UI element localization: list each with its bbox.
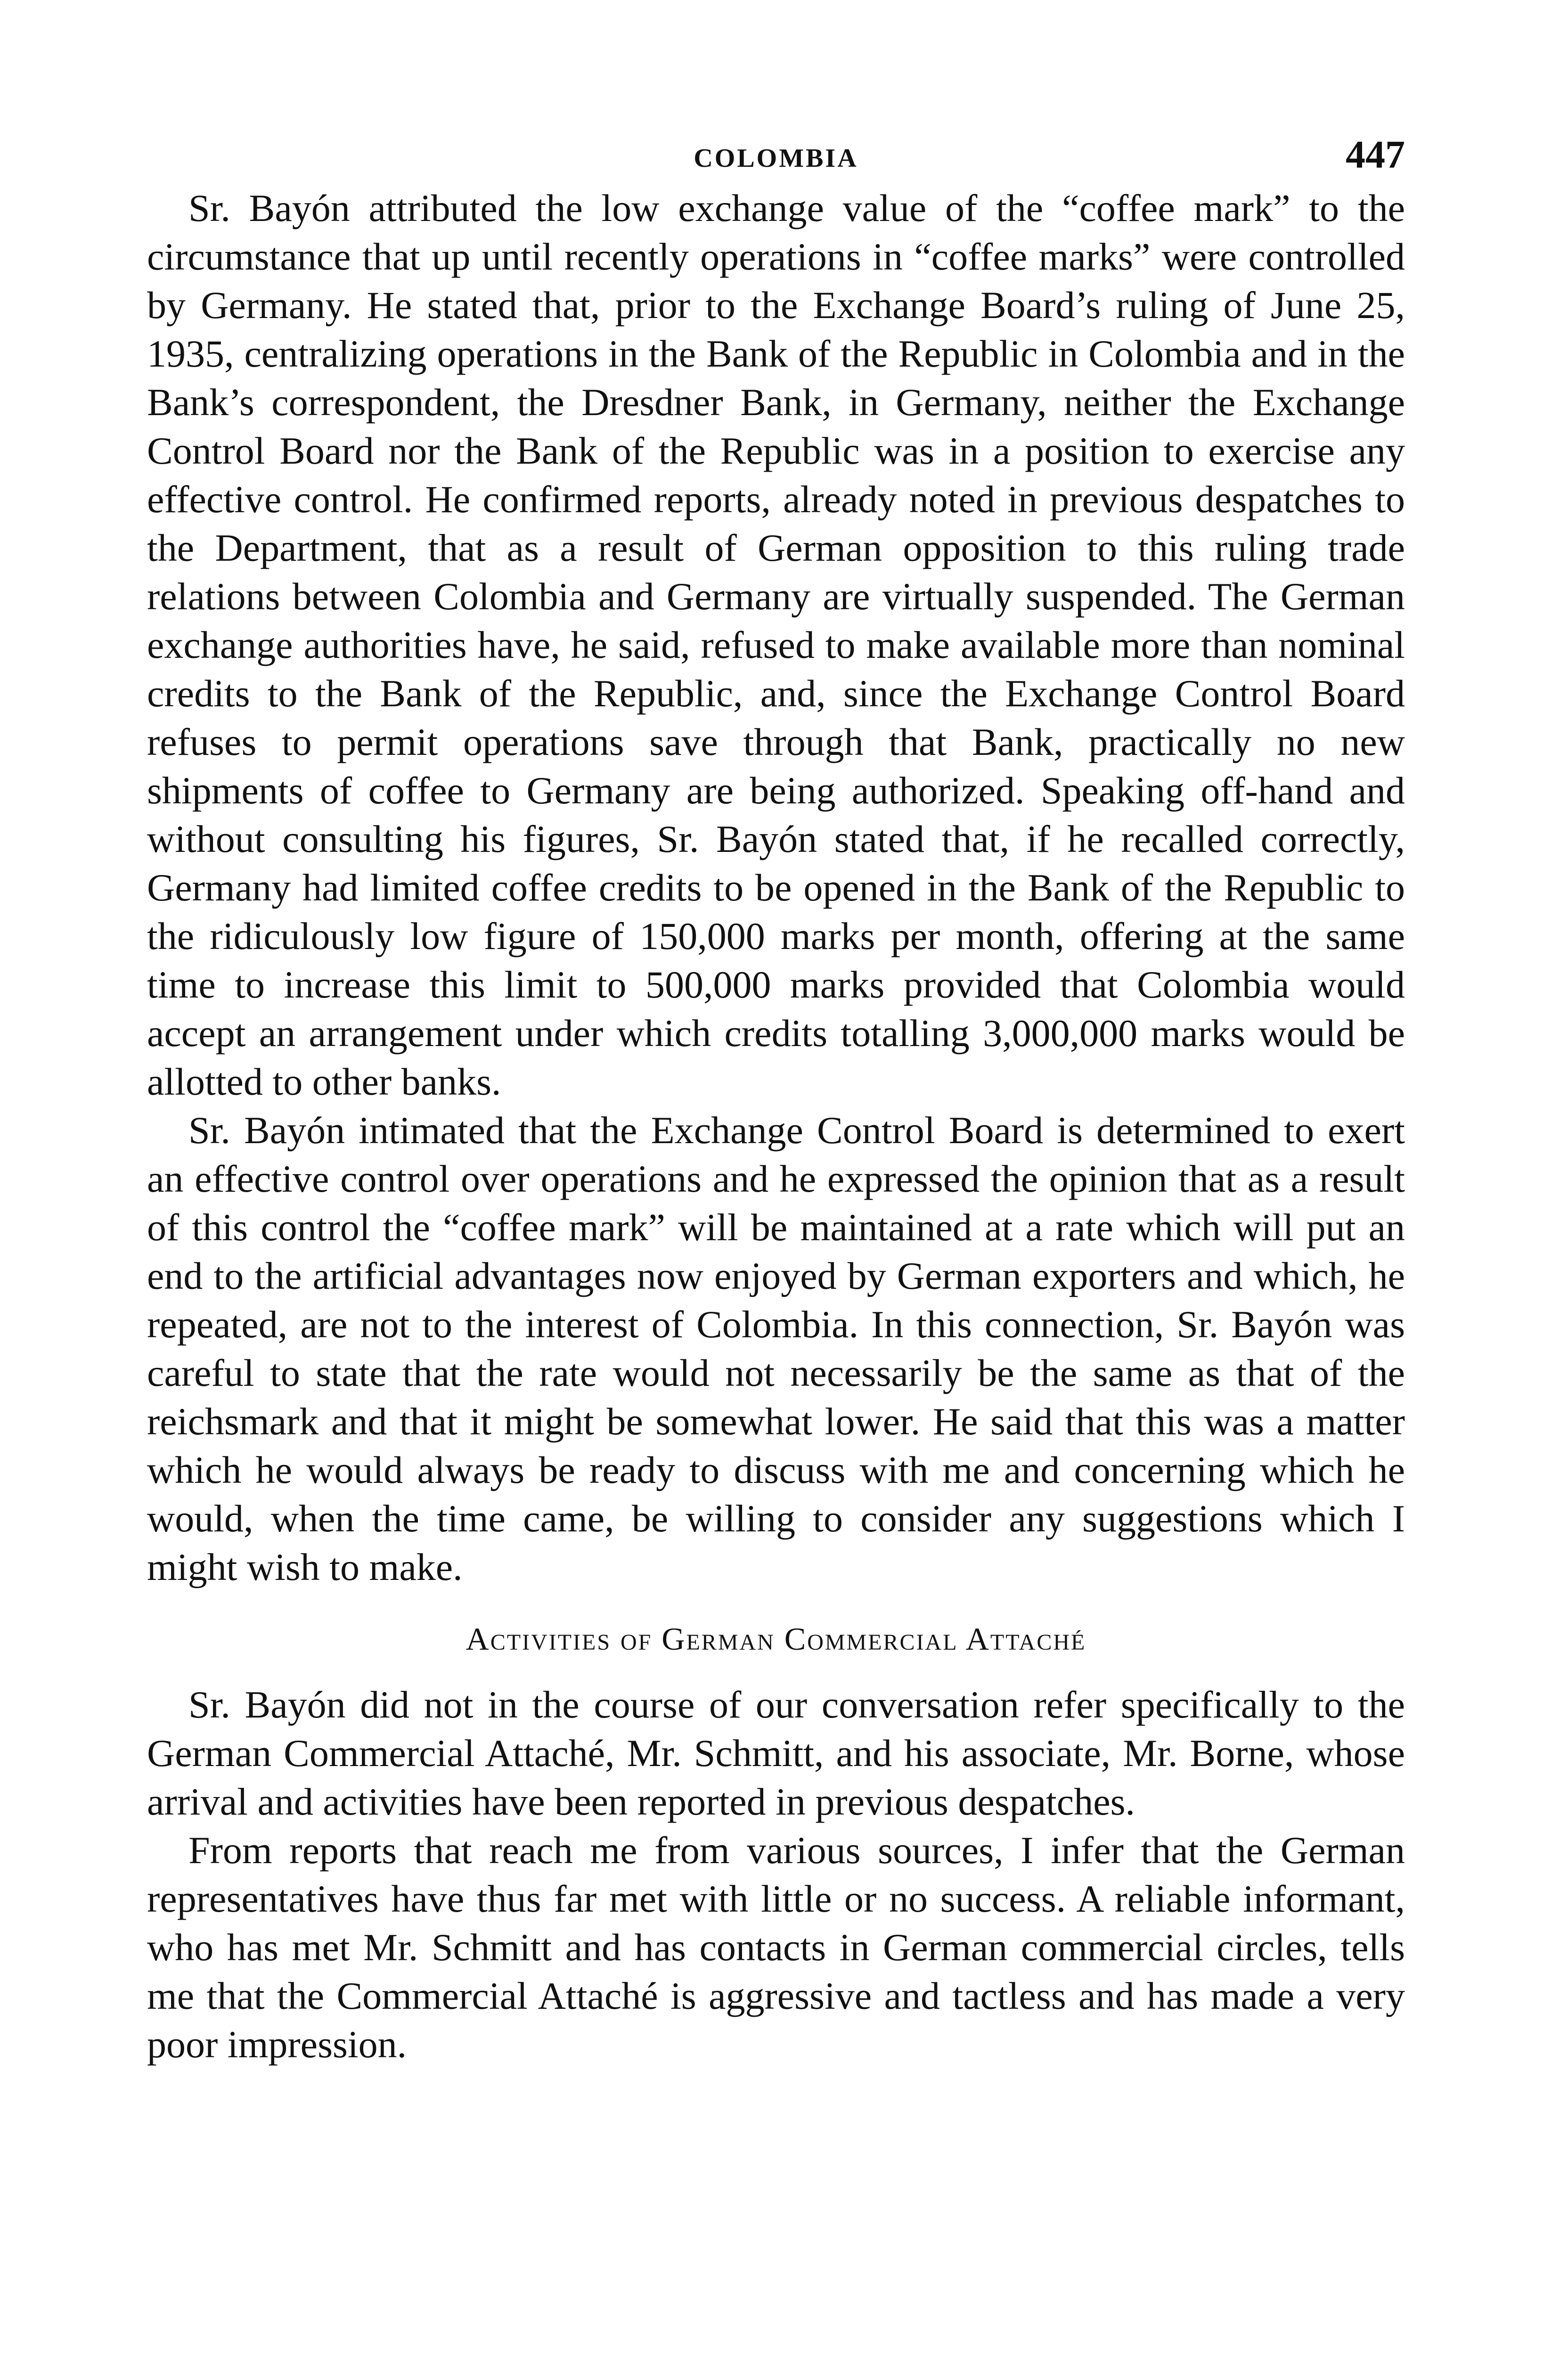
running-header [147,132,1405,184]
paragraph-german-representatives: From reports that reach me from various sources, I infer that the German representatives have thus far met with little or no success. A reliable informant, who has met Mr. Schmitt and has contacts in German commercial circles, tells me that the Commercial Attaché is aggressive and tactless and has made a very poor impression. [147,1829,1405,2066]
paragraph-bayon-coffee-mark: Sr. Bayón attributed the low exchange value of the “coffee mark” to the circumstance that up until recently operations in “coffee marks” were controlled by Germany. He stated that, prior to the Exchange Board’s ruling of June 25, 1935, centralizing operations in the Bank of the Republic in Colombia and in the Bank’s correspondent, the Dresdner Bank, in Germany, neither the Exchange Control Board nor the Bank of the Republic was in a position to exercise any effective control. He confirmed reports, already noted in previous despatches to the Department, that as a result of German opposition to this ruling trade relations between Colombia and Germany are virtually suspended. The German exchange authorities have, he said, refused to make available more than nominal credits to the Bank of the Republic, and, since the Exchange Control Board refuses to permit operations save through that Bank, practically no new shipments of coffee to Germany are being authorized. Speaking off-hand and without consulting his figures, Sr. Bayón stated that, if he recalled correctly, Germany had limited coffee credits to be opened in the Bank of the Republic to the ridiculously low figure of 150,000 marks per month, offering at the same time to increase this limit to 500,000 marks provided that Colombia would accept an arrangement under which credits totalling 3,000,000 marks would be allotted to other banks. [147,187,1405,1103]
page-number: 447 [1346,133,1405,177]
section-heading: Activities of German Commercial Attaché [466,1621,1086,1657]
document-page [147,132,1405,2069]
paragraph-commercial-attache: Sr. Bayón did not in the course of our conversation refer specifically to the German Commercial Attaché, Mr. Schmitt, and his associate, Mr. Borne, whose arrival and activities have been reported in previous despatches. [147,1683,1405,1823]
running-title: COLOMBIA [694,144,858,173]
paragraph-exchange-control-board: Sr. Bayón intimated that the Exchange Control Board is determined to exert an effective control over operations and he expressed the opinion that as a result of this control the “coffee mark” will be maintained at a rate which will put an end to the artificial advantages now enjoyed by German exporters and which, he repeated, are not to the interest of Colombia. In this connection, Sr. Bayón was careful to state that the rate would not necessarily be the same as that of the reichsmark and that it might be somewhat lower. He said that this was a matter which he would always be ready to discuss with me and concerning which he would, when the time came, be willing to consider any suggestions which I might wish to make. [147,1109,1405,1588]
